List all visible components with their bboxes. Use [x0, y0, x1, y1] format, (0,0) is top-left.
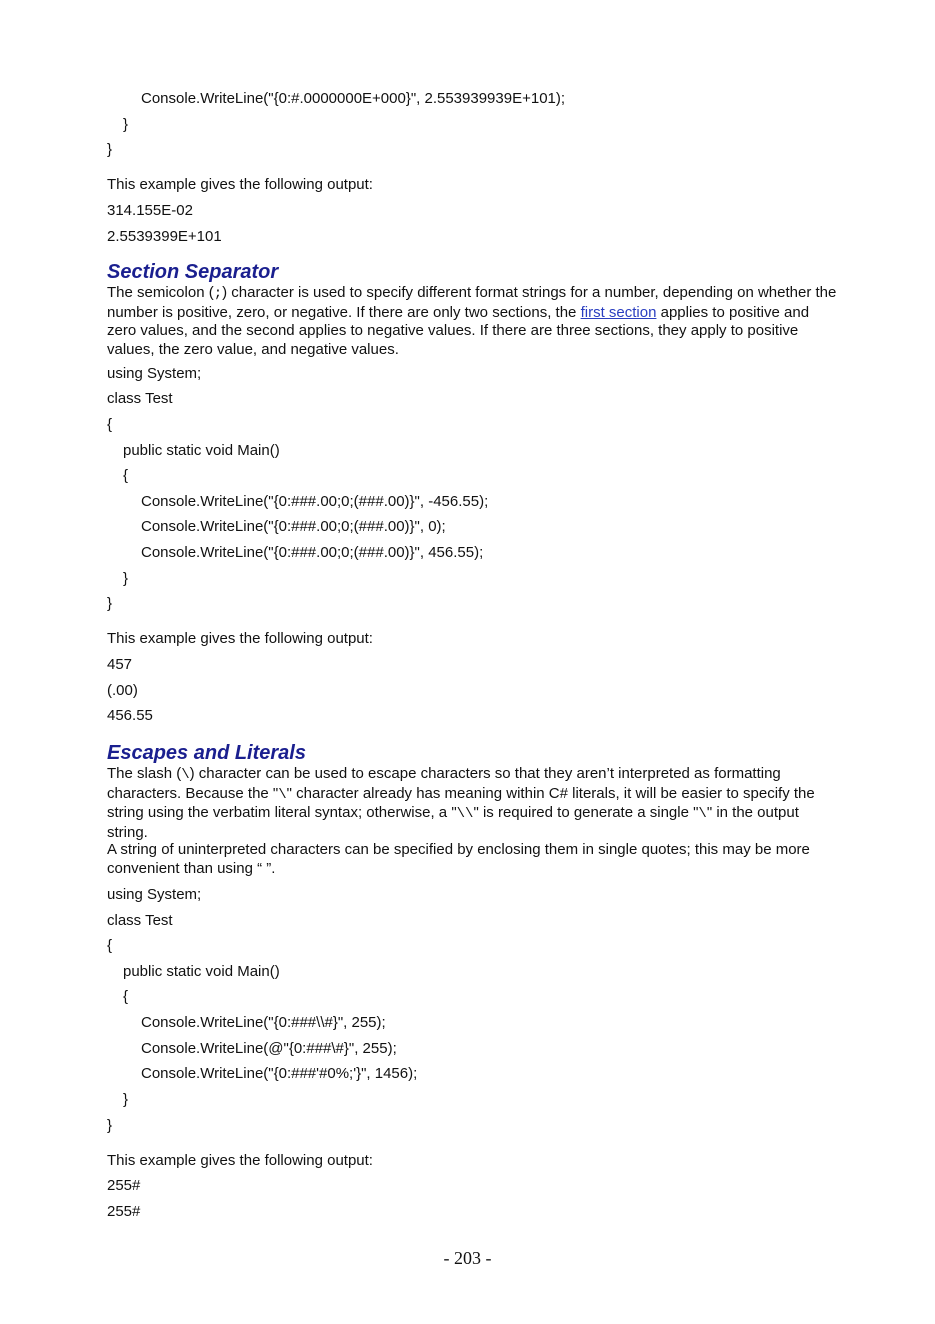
output-intro: This example gives the following output:	[107, 630, 373, 647]
code-line: {	[107, 937, 113, 954]
output-line: 2.5539399E+101	[107, 228, 222, 245]
section-separator-paragraph: The semicolon (;) character is used to specify different format strings for a number, depending on whether the number is positive, zero, or negative. If there are only two sections, the first section applies to positive and zero values, and the second applies to negative values. If there are three sections, they apply to positive values, the zero value, and negative values.	[107, 284, 837, 358]
output-line: 456.55	[107, 707, 153, 724]
output-line: (.00)	[107, 682, 138, 699]
code-line: }	[107, 1117, 113, 1134]
escapes-paragraph: The slash (\) character can be used to escape characters so that they aren’t interpreted as formatting characters. Because the "\" character already has meaning within C# literals, it will be easier to specify the string using the verbatim literal syntax; otherwise, a "\\" is required to generate a single "\" in the output string.	[107, 765, 815, 841]
code-line: {	[123, 467, 129, 484]
code-line: Console.WriteLine("{0:###'#0%;'}", 1456);	[141, 1065, 418, 1082]
output-intro: This example gives the following output:	[107, 1152, 373, 1169]
first-section-link[interactable]: first section	[580, 303, 657, 321]
code-line: Console.WriteLine("{0:###.00;0;(###.00)}", 0);	[141, 518, 446, 535]
output-line: 255#	[107, 1203, 141, 1220]
code-line: Console.WriteLine(@"{0:###\#}", 255);	[141, 1040, 397, 1057]
code-line: class Test	[107, 912, 173, 929]
code-line: }	[107, 595, 113, 612]
code-line: }	[107, 141, 113, 158]
code-line: using System;	[107, 365, 202, 382]
code-line: {	[123, 988, 129, 1005]
code-line: using System;	[107, 886, 202, 903]
page-number: - 203 -	[443, 1248, 492, 1268]
code-line: public static void Main()	[123, 442, 280, 459]
section-heading: Escapes and Literals	[107, 742, 306, 764]
code-line: }	[123, 1091, 129, 1108]
code-line: Console.WriteLine("{0:#.0000000E+000}", 2.553939939E+101);	[141, 90, 566, 107]
code-line: }	[123, 116, 129, 133]
code-line: Console.WriteLine("{0:###\\#}", 255);	[141, 1014, 386, 1031]
code-line: public static void Main()	[123, 963, 280, 980]
section-heading: Section Separator	[107, 261, 279, 283]
code-line: }	[123, 570, 129, 587]
output-intro: This example gives the following output:	[107, 176, 373, 193]
output-line: 255#	[107, 1177, 141, 1194]
escapes-paragraph-2: A string of uninterpreted characters can be specified by enclosing them in single quotes; this may be more convenient than using “ ”.	[107, 841, 810, 877]
output-line: 457	[107, 656, 133, 673]
code-line: Console.WriteLine("{0:###.00;0;(###.00)}", 456.55);	[141, 544, 484, 561]
code-line: Console.WriteLine("{0:###.00;0;(###.00)}", -456.55);	[141, 493, 489, 510]
code-line: class Test	[107, 390, 173, 407]
output-line: 314.155E-02	[107, 202, 193, 219]
code-line: {	[107, 416, 113, 433]
